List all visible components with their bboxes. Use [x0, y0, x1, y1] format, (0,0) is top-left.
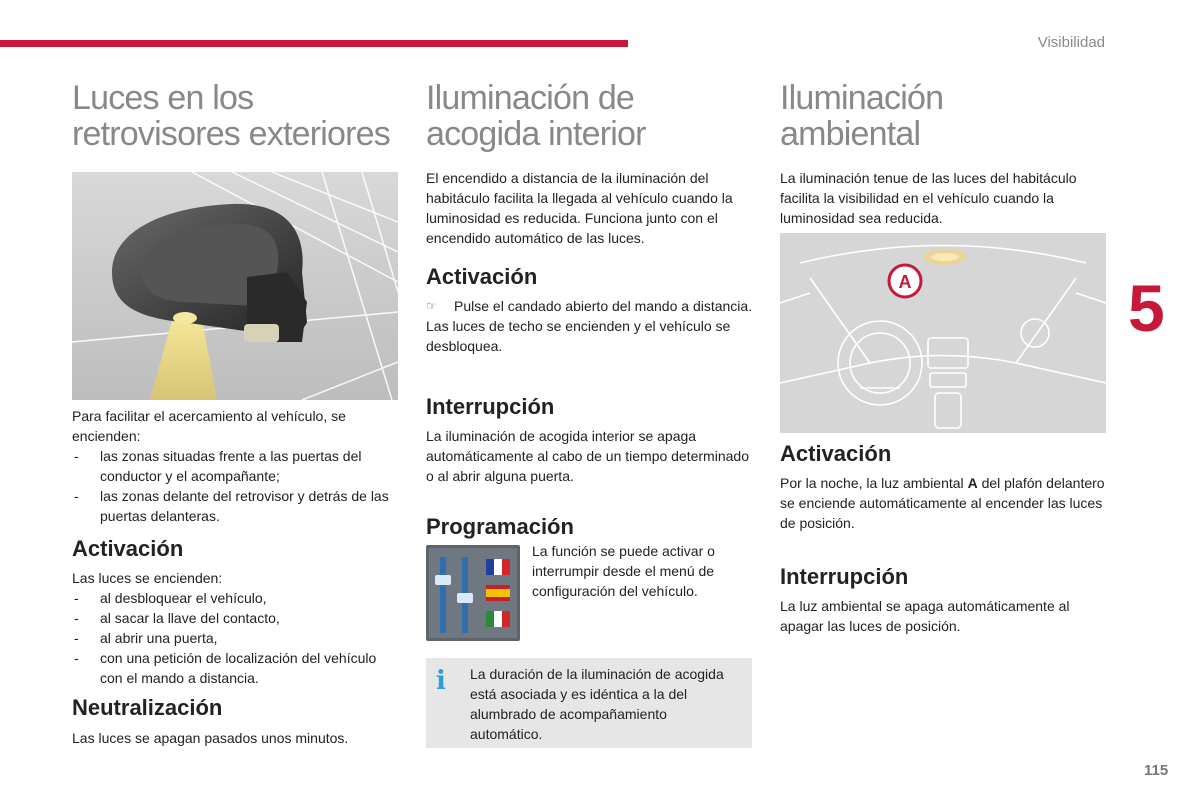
col3-activation-text [780, 473, 1110, 533]
column-mirror-lights [72, 80, 400, 152]
page-number: 115 [1144, 762, 1169, 779]
list-item: - las zonas delante del retrovisor y detrás de las puertas delanteras. [72, 486, 398, 526]
chapter-number: 5 [1128, 271, 1165, 345]
list-item: - al sacar la llave del contacto, [72, 608, 398, 628]
col1-activation-text: Las luces se encienden: [72, 570, 223, 586]
info-note-text: La duración de la iluminación de acogida está asociada y es idéntica a la del alumbrado de acompañamiento automático. [470, 666, 724, 742]
col2-intro: El encendido a distancia de la iluminación del habitáculo facilita la llegada al vehículo cuando la luminosidad es reducida. Funciona junto con el encendido automático de las luces. [426, 170, 733, 246]
col3-activation-heading: Activación [780, 441, 892, 466]
col3-title-line2: ambiental [780, 115, 921, 153]
column-welcome-lighting [426, 80, 754, 152]
mirror-light-illustration [72, 172, 398, 400]
col2-program-text: La función se puede activar o interrumpir desde el menú de configuración del vehículo. [532, 543, 715, 599]
col3-title [780, 80, 1108, 152]
column-ambient-lighting [780, 80, 1108, 152]
list-item [426, 296, 754, 316]
col3-activation-post: del plafón delantero se enciende automáticamente al encender las luces de posición. [780, 475, 1105, 531]
col2-activation-block [426, 296, 754, 356]
col2-title-line2: acogida interior [426, 115, 646, 153]
col3-activation-pre: Por la noche, la luz ambiental [780, 475, 968, 491]
settings-menu-icon [426, 545, 520, 641]
col2-interrupt-heading: Interrupción [426, 394, 555, 419]
col2-activation-heading: Activación [426, 264, 538, 289]
col2-activation-bullet: Pulse el candado abierto del mando a distancia. [454, 298, 753, 314]
col2-interrupt-text: La iluminación de acogida interior se apaga automáticamente al cabo de un tiempo determinado o al abrir alguna puerta. [426, 428, 749, 484]
section-name: Visibilidad [1037, 34, 1105, 51]
col2-activation-list [426, 296, 754, 316]
col1-intro: Para facilitar el acercamiento al vehículo, se encienden: [72, 408, 346, 444]
col3-activation-bold: A [967, 475, 978, 491]
cabin-interior-illustration [780, 233, 1106, 433]
col1-activation-list [72, 588, 398, 688]
col3-interrupt-text: La luz ambiental se apaga automáticamente al apagar las luces de posición. [780, 598, 1070, 634]
col1-activation-block [72, 568, 398, 688]
callout-label-a: A [898, 272, 912, 292]
list-item: - con una petición de localización del vehículo con el mando a distancia. [72, 648, 398, 688]
col1-intro-block [72, 406, 398, 526]
info-note [426, 658, 752, 748]
col2-program-heading: Programación [426, 514, 574, 539]
col2-title [426, 80, 754, 152]
col1-title-line1: Luces en los [72, 79, 254, 117]
header-red-bar [0, 40, 628, 47]
list-item: - al desbloquear el vehículo, [72, 588, 398, 608]
col1-neutral-heading: Neutralización [72, 695, 223, 720]
col1-title [72, 80, 400, 152]
col1-intro-list [72, 446, 398, 526]
col3-interrupt-heading: Interrupción [780, 564, 909, 589]
col1-title-line2: retrovisores exteriores [72, 115, 390, 153]
pointing-hand-icon: ☞ [426, 299, 437, 313]
col3-intro: La iluminación tenue de las luces del habitáculo facilita la visibilidad en el vehículo cuando la luminosidad sea reducida. [780, 170, 1077, 226]
list-item: - al abrir una puerta, [72, 628, 398, 648]
list-item: - las zonas situadas frente a las puertas del conductor y el acompañante; [72, 446, 398, 486]
col1-neutral-text: Las luces se apagan pasados unos minutos. [72, 730, 349, 746]
info-icon: i [436, 666, 446, 696]
col3-title-line1: Iluminación [780, 79, 944, 117]
col2-title-line1: Iluminación de [426, 79, 635, 117]
col1-activation-heading: Activación [72, 536, 184, 561]
col2-activation-text: Las luces de techo se encienden y el vehículo se desbloquea. [426, 318, 731, 354]
